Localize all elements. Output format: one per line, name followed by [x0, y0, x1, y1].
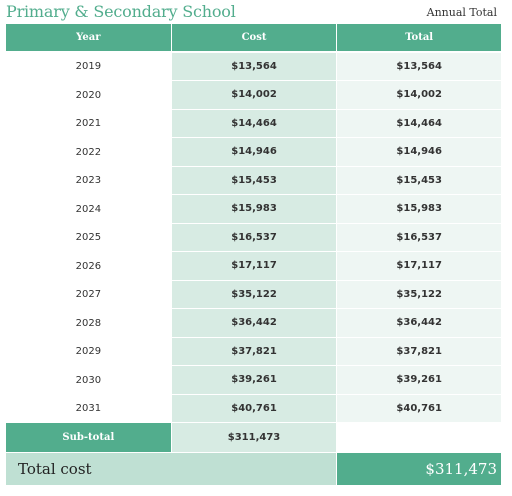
table-row: [6, 81, 501, 110]
table-row: [6, 167, 501, 196]
cost-cell: $35,122: [172, 281, 337, 310]
year-cell: 2019: [6, 53, 171, 82]
cost-cell: $13,564: [172, 53, 337, 82]
year-cell: 2021: [6, 110, 171, 139]
total-cell: $40,761: [337, 395, 501, 424]
column-header-total[interactable]: Total: [337, 24, 501, 53]
page-title: Primary & Secondary School: [6, 2, 236, 21]
table-row: [6, 281, 501, 310]
table-row: [6, 138, 501, 167]
cost-cell: $16,537: [172, 224, 337, 253]
table-row: [6, 309, 501, 338]
year-cell: 2024: [6, 195, 171, 224]
total-value: $311,473: [337, 453, 501, 485]
subtotal-label: Sub-total: [6, 423, 171, 452]
year-cell: 2028: [6, 309, 171, 338]
table-row: [6, 224, 501, 253]
table-row: [6, 110, 501, 139]
cost-cell: $17,117: [172, 252, 337, 281]
column-header-cost[interactable]: Cost: [172, 24, 337, 53]
total-cell: $35,122: [337, 281, 501, 310]
year-cell: 2020: [6, 81, 171, 110]
year-cell: 2031: [6, 395, 171, 424]
total-cell: $36,442: [337, 309, 501, 338]
table-row: [6, 195, 501, 224]
cost-cell: $15,453: [172, 167, 337, 196]
table-row: [6, 366, 501, 395]
year-cell: 2022: [6, 138, 171, 167]
total-cell: $17,117: [337, 252, 501, 281]
year-cell: 2030: [6, 366, 171, 395]
total-label: Total cost: [6, 453, 336, 485]
year-cell: 2025: [6, 224, 171, 253]
cost-cell: $14,946: [172, 138, 337, 167]
total-cell: $14,946: [337, 138, 501, 167]
total-cell: $15,983: [337, 195, 501, 224]
subtotal-row: [6, 423, 501, 452]
section-subtitle: Annual Total: [426, 6, 497, 19]
cost-cell: $39,261: [172, 366, 337, 395]
cost-cell: $40,761: [172, 395, 337, 424]
table-row: [6, 53, 501, 82]
total-cell: $13,564: [337, 53, 501, 82]
table-row: [6, 395, 501, 424]
total-cell: $15,453: [337, 167, 501, 196]
column-header-year[interactable]: Year: [6, 24, 171, 53]
total-cell: $14,002: [337, 81, 501, 110]
year-cell: 2023: [6, 167, 171, 196]
table-row: [6, 252, 501, 281]
total-cell: $16,537: [337, 224, 501, 253]
cost-cell: $14,002: [172, 81, 337, 110]
table-row: [6, 338, 501, 367]
total-cell: $37,821: [337, 338, 501, 367]
total-cell: $14,464: [337, 110, 501, 139]
cost-cell: $14,464: [172, 110, 337, 139]
year-cell: 2027: [6, 281, 171, 310]
cost-cell: $37,821: [172, 338, 337, 367]
total-cell: $39,261: [337, 366, 501, 395]
subtotal-cost: $311,473: [172, 423, 337, 452]
subtotal-empty-cell: [337, 423, 501, 452]
year-cell: 2029: [6, 338, 171, 367]
cost-table: [6, 24, 501, 485]
cost-cell: $15,983: [172, 195, 337, 224]
table-body: [6, 53, 501, 424]
cost-cell: $36,442: [172, 309, 337, 338]
total-row: [6, 453, 501, 485]
year-cell: 2026: [6, 252, 171, 281]
table-header-row: [6, 24, 501, 53]
